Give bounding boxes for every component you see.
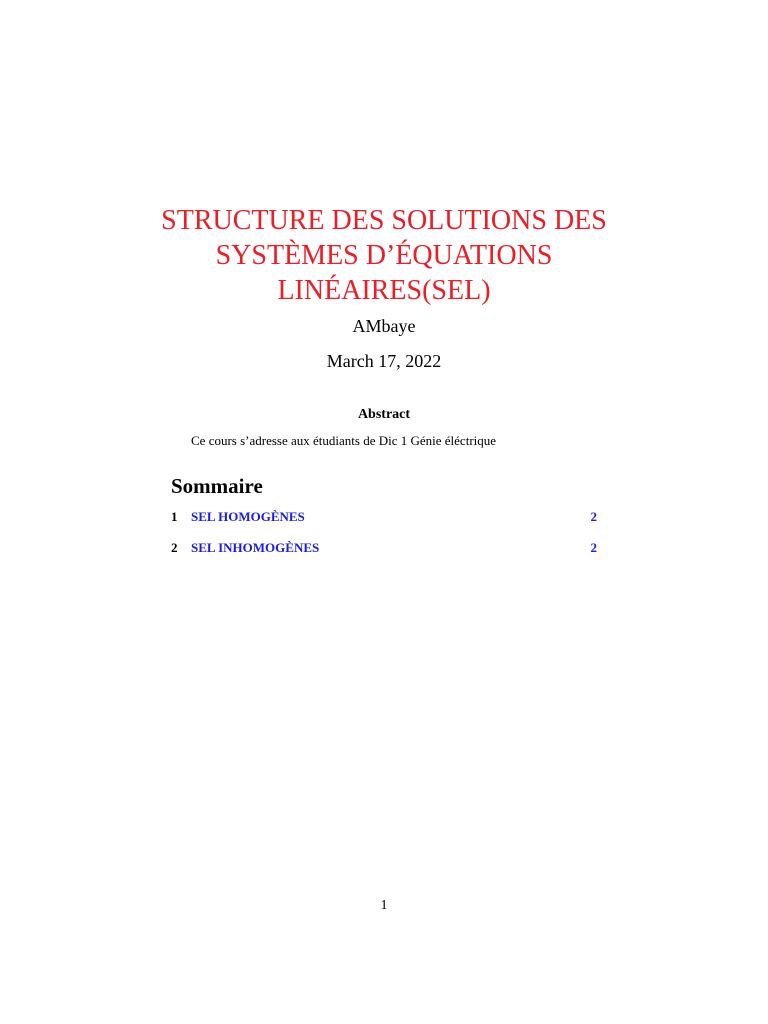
toc-link-sel-inhomogenes[interactable]: SEL INHOMOGÈNES — [191, 540, 320, 555]
abstract-heading: Abstract — [357, 407, 411, 422]
document-title — [150, 203, 618, 308]
toc-link-sel-homogenes[interactable]: SEL HOMOGÈNES — [191, 509, 305, 524]
title-line: STRUCTURE DES SOLUTIONS DES — [161, 205, 607, 236]
toc-entry — [171, 539, 597, 557]
toc-entry-number: 2 — [171, 540, 178, 555]
author-name: AMbaye — [352, 316, 416, 336]
toc-entry — [171, 508, 597, 526]
abstract-text: Ce cours s’adresse aux étudiants de Dic 1 Génie éléctrique — [191, 433, 497, 448]
toc-heading: Sommaire — [171, 474, 263, 498]
title-line: SYSTÈMES D’ÉQUATIONS — [215, 240, 553, 271]
title-line: LINÉAIRES(SEL) — [277, 275, 491, 306]
toc-page-link[interactable]: 2 — [590, 509, 597, 524]
document-date: March 17, 2022 — [326, 351, 442, 371]
page-number: 1 — [380, 898, 388, 913]
toc-page-link[interactable]: 2 — [590, 540, 597, 555]
toc-entry-number: 1 — [171, 509, 178, 524]
